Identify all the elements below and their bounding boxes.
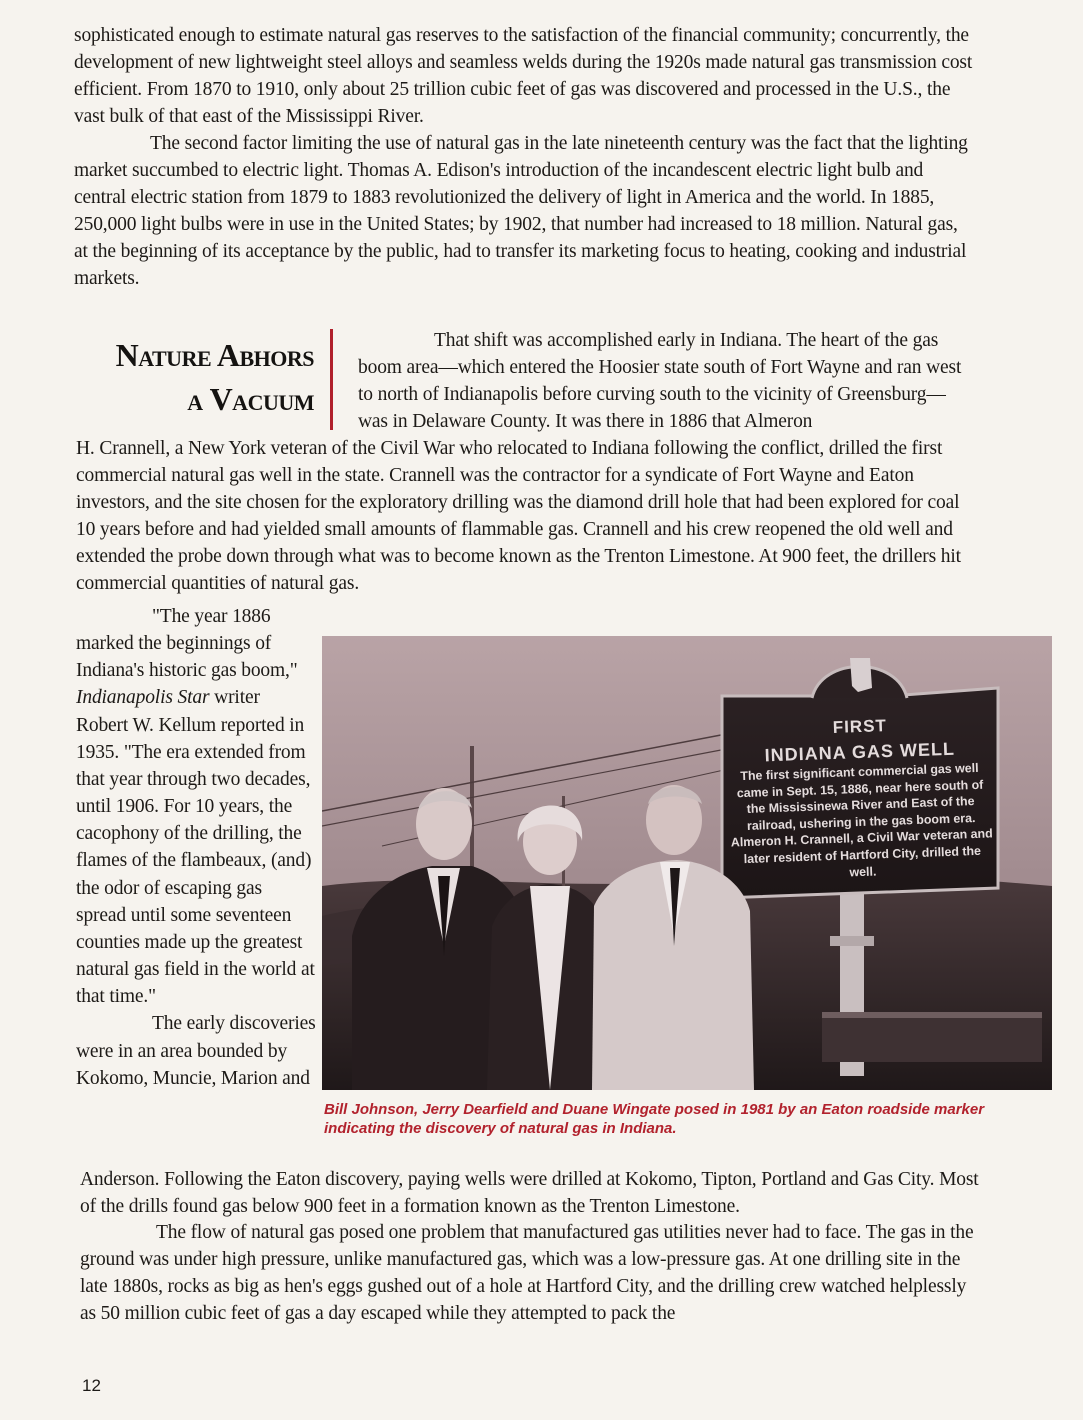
paragraph-indiana-shift — [358, 327, 968, 435]
page-number: 12 — [82, 1376, 101, 1395]
paragraph-second-factor — [74, 130, 974, 292]
paragraph-second-factor-text: The second factor limiting the use of natural gas in the late nineteenth century was the fact that the lighting market succumbed to electric light. Thomas A. Edison's introduction of the incandescent electric light bulb and central electric station from 1879 to 1883 revolutionized the delivery of light in America and the world. In 1885, 250,000 light bulbs were in use in the United States; by 1902, that number had increased to 18 million. Natural gas, at the beginning of its acceptance by the public, had to transfer its marketing focus to heating, cooking and industrial markets. — [74, 133, 968, 289]
photo-caption: Bill Johnson, Jerry Dearfield and Duane Wingate posed in 1981 by an Eaton roadside marker indicating the discovery of natural gas in Indiana. — [324, 1101, 985, 1137]
newspaper-name: Indianapolis Star — [76, 687, 210, 709]
sign-body-text: The first significant commercial gas well came in Sept. 15, 1886, near here south of the Mississinewa River and East of the railroad, ushering in the gas boom era. Almeron H. Crannell, a Civil War veteran and later resident of Hartford City, drilled the well. — [730, 760, 993, 879]
quote-column — [76, 603, 316, 1092]
paragraph-continued: sophisticated enough to estimate natural gas reserves to the satisfaction of the financial community; concurrently, the development of new lightweight steel alloys and seamless welds during the 1920s made natural gas transmission cost efficient. From 1870 to 1910, only about 25 trillion cubic feet of gas was discovered and processed in the U.S., the vast bulk of that east of the Mississippi River. — [74, 25, 973, 127]
section-heading-line2: a Vacuum — [187, 381, 314, 417]
paragraph-high-pressure — [80, 1219, 980, 1327]
paragraph-high-pressure-text: The flow of natural gas posed one problem that manufactured gas utilities never had to face. The gas in the ground was under high pressure, unlike manufactured gas, which was a low-pressure gas. At one drilling site in the late 1880s, rocks as big as hen's eggs gushed out of a hole at Hartford City, and the drilling crew watched helplessly as 50 million cubic feet of gas a day escaped while they attempted to pack the — [80, 1222, 974, 1324]
heading-rule — [330, 329, 333, 430]
section-heading-line1: Nature Abhors — [115, 337, 314, 373]
paragraph-early-discoveries: Anderson. Following the Eaton discovery, paying wells were drilled at Kokomo, Tipton, Portland and Gas City. Most of the drills found gas below 900 feet in a formation known as the Trenton Limestone. — [80, 1169, 979, 1217]
section-heading — [100, 333, 314, 421]
quote-text-start: "The year 1886 marked the beginnings of Indiana's historic gas boom," — [76, 606, 298, 682]
sign-title-line1: FIRST — [832, 716, 888, 737]
sign-body-container — [728, 759, 994, 888]
paragraph-indiana-shift-text: That shift was accomplished early in Indiana. The heart of the gas boom area—which entered the Hoosier state south of Fort Wayne and ran west to north of Indianapolis before curving south to the vicinity of Greensburg—was in Delaware County. It was there in 1886 that Almeron — [358, 330, 962, 432]
sign-title-line2: INDIANA GAS WELL — [764, 738, 956, 766]
paragraph-crannell: H. Crannell, a New York veteran of the Civil War who relocated to Indiana following the conflict, drilled the first commercial natural gas well in the state. Crannell was the contractor for a syndicate of Fort Wayne and Eaton investors, and the site chosen for the exploratory drilling was the diamond drill hole that had been explored for coal 10 years before and had yielded small amounts of flammable gas. Crannell and his crew reopened the old well and extended the probe down through what was to become known as the Trenton Limestone. At 900 feet, the drillers hit commercial quantities of natural gas. — [76, 438, 961, 594]
photo-illustration — [322, 636, 1052, 1090]
historical-marker-photo — [322, 636, 1052, 1090]
paragraph-early-discoveries-side: The early discoveries were in an area bounded by Kokomo, Muncie, Marion and — [76, 1013, 316, 1089]
quote-text-rest: writer Robert W. Kellum reported in 1935. "The era extended from that year through two decades, until 1906. For 10 years, the cacophony of the drilling, the flames of the flambeaux, (and) the odor of escaping gas spread until some seventeen counties made up the greatest natural gas field in the world at that time." — [76, 687, 315, 1008]
